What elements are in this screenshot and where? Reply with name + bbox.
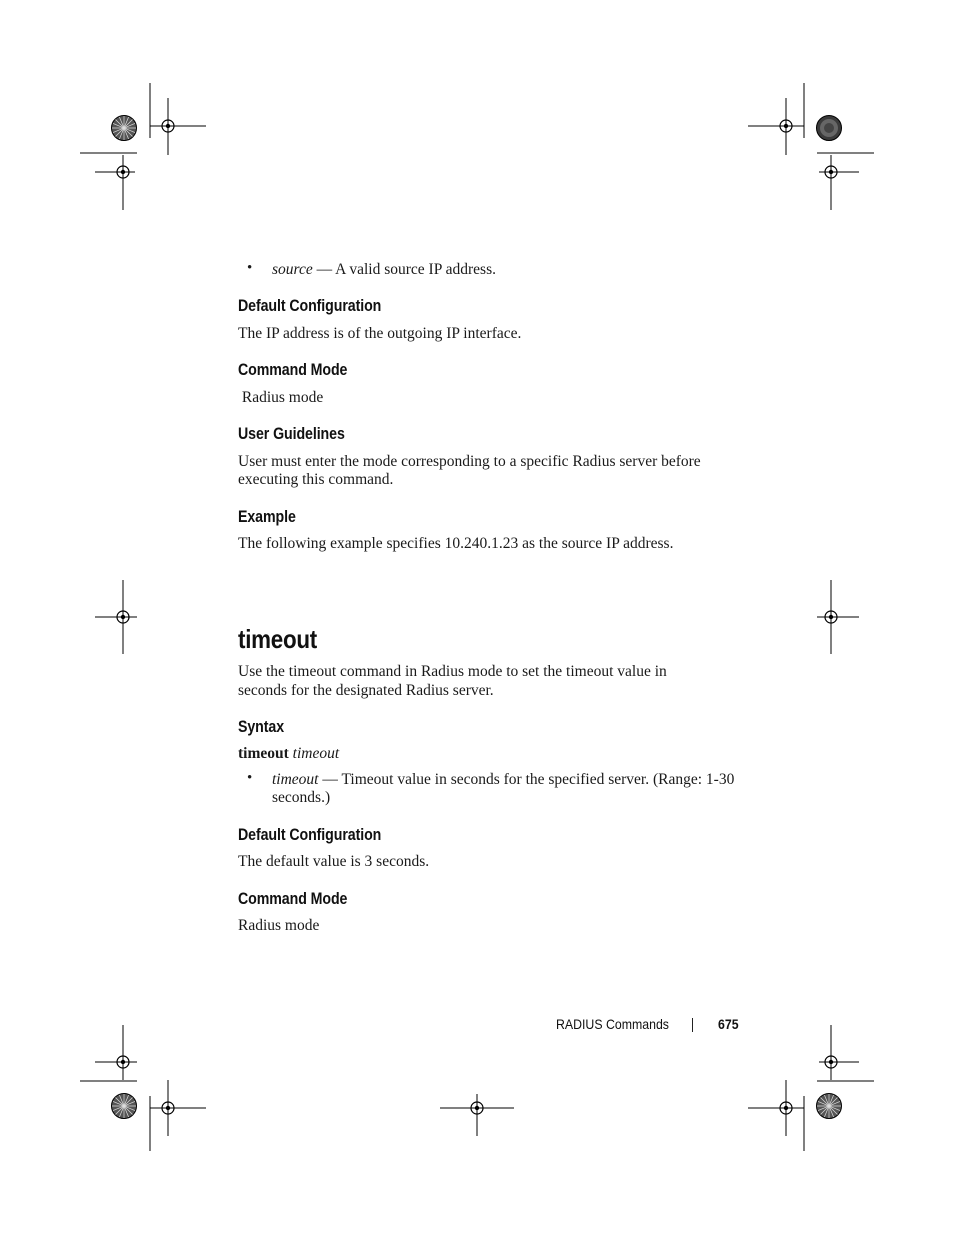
registration-cross-icon <box>112 606 134 628</box>
command-mode-text: Radius mode <box>238 389 324 406</box>
registration-cross-icon <box>775 115 797 137</box>
registration-cross-icon <box>820 606 842 628</box>
timeout-bullet-line-1 <box>272 770 734 789</box>
heading-command-mode: Command Mode <box>238 361 348 379</box>
heading-example: Example <box>238 508 296 526</box>
registration-star-icon <box>112 116 137 141</box>
bullet-dot: • <box>247 260 253 276</box>
timeout-bullet-line-2: seconds.) <box>272 789 331 806</box>
command-title-timeout: timeout <box>238 624 317 654</box>
timeout-intro-line-2: seconds for the designated Radius server. <box>238 682 494 699</box>
registration-star-icon <box>817 116 842 141</box>
source-bullet-item <box>272 260 496 279</box>
source-description: — A valid source IP address. <box>312 261 496 278</box>
registration-cross-icon <box>775 1097 797 1119</box>
param-timeout: timeout <box>272 771 319 788</box>
default-configuration-text-2: The default value is 3 seconds. <box>238 853 430 870</box>
registration-cross-icon <box>157 115 179 137</box>
user-guidelines-line-2: executing this command. <box>238 471 394 488</box>
syntax-line <box>238 744 339 763</box>
timeout-intro-line-1: Use the timeout command in Radius mode to set the timeout value in <box>238 663 667 680</box>
syntax-parameter: timeout <box>292 745 340 762</box>
footer-page-number: 675 <box>718 1016 739 1032</box>
command-mode-text-2: Radius mode <box>238 917 320 934</box>
registration-star-icon <box>817 1094 842 1119</box>
param-source: source <box>272 261 313 278</box>
footer-section-title: RADIUS Commands <box>556 1016 669 1032</box>
registration-cross-icon <box>157 1097 179 1119</box>
registration-cross-icon <box>820 161 842 183</box>
heading-default-configuration: Default Configuration <box>238 297 382 315</box>
user-guidelines-line-1: User must enter the mode corresponding to a specific Radius server before <box>238 453 701 470</box>
default-configuration-text: The IP address is of the outgoing IP interface. <box>238 325 522 342</box>
registration-cross-icon <box>112 1051 134 1073</box>
heading-syntax: Syntax <box>238 718 285 736</box>
registration-star-icon <box>112 1094 137 1119</box>
example-text: The following example specifies 10.240.1.23 as the source IP address. <box>238 535 674 552</box>
syntax-command: timeout <box>238 745 289 762</box>
heading-command-mode-2: Command Mode <box>238 890 348 908</box>
footer-separator <box>692 1018 693 1032</box>
heading-default-configuration-2: Default Configuration <box>238 826 382 844</box>
heading-user-guidelines: User Guidelines <box>238 425 345 443</box>
registration-cross-icon <box>820 1051 842 1073</box>
registration-cross-icon <box>466 1097 488 1119</box>
registration-cross-icon <box>112 161 134 183</box>
bullet-dot: • <box>247 770 253 786</box>
timeout-description: — Timeout value in seconds for the specified server. (Range: 1-30 <box>318 771 735 788</box>
